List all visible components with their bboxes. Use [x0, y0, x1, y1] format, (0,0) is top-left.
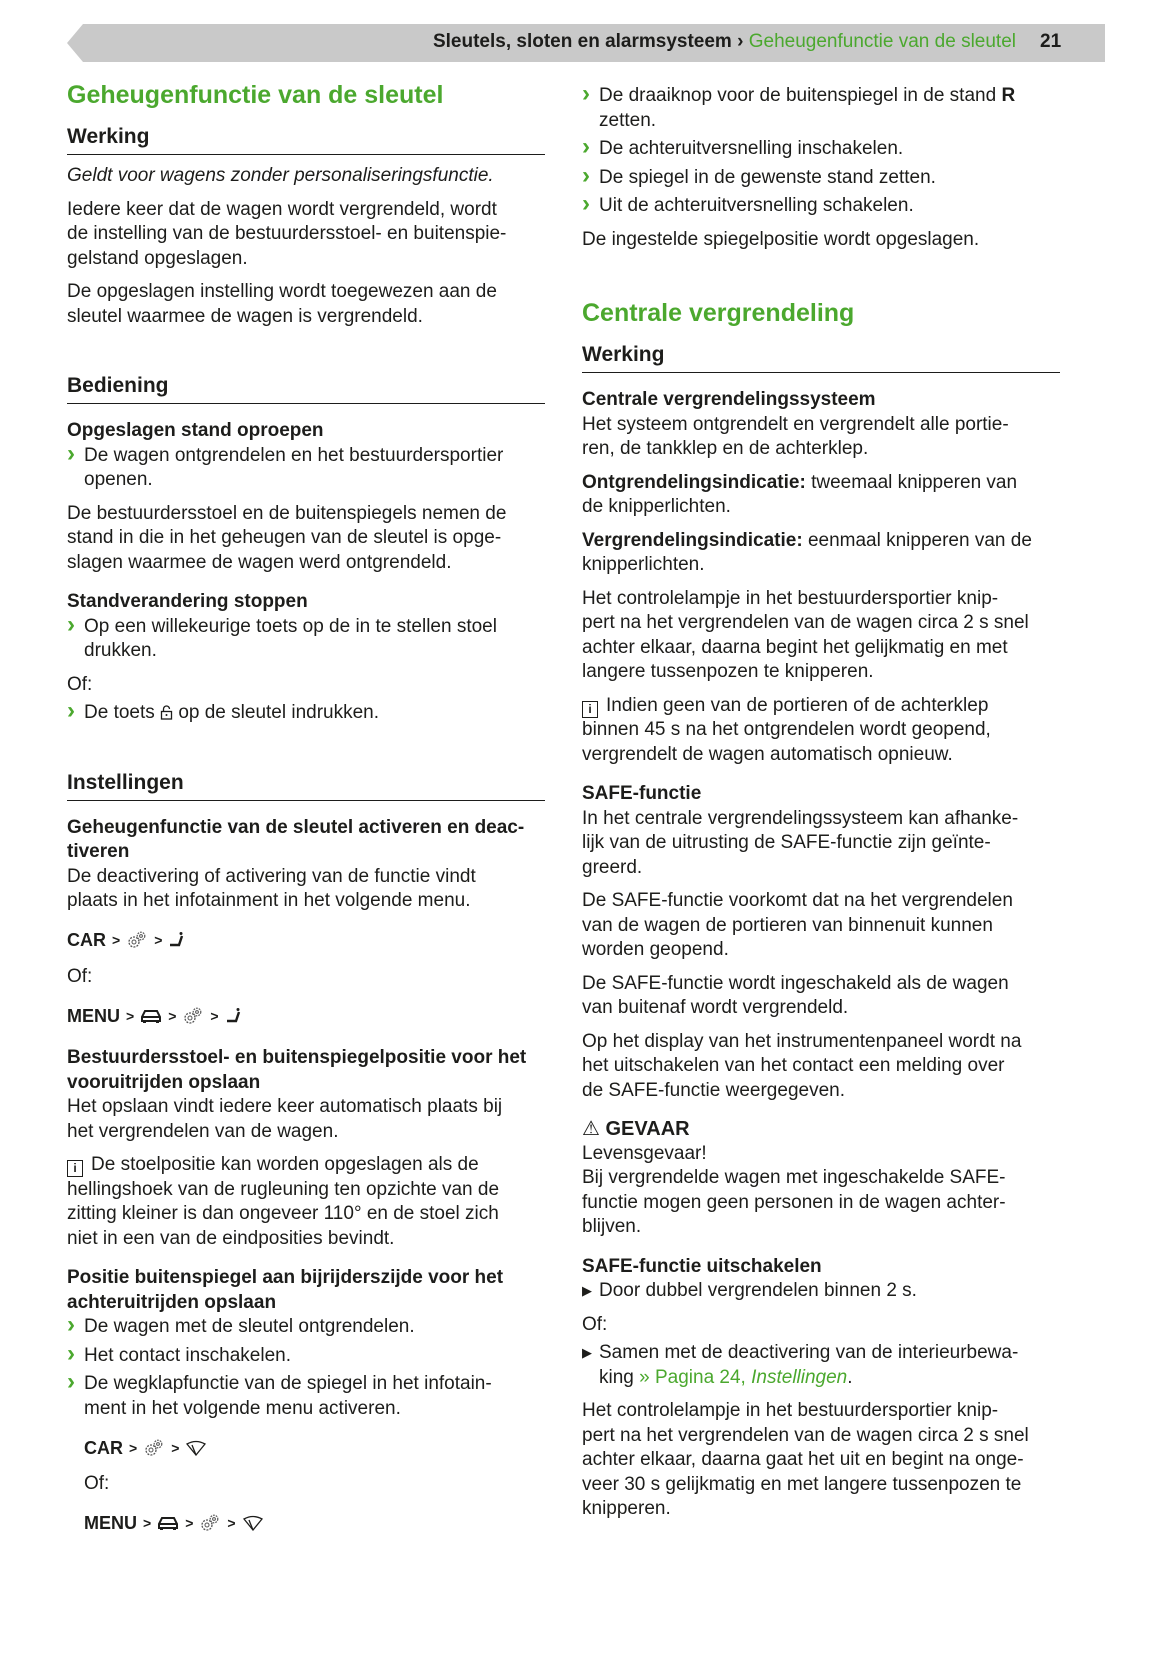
text-run: De ingestelde spiegelpositie wordt opgeslagen. [582, 228, 980, 250]
paragraph [582, 807, 1062, 881]
step-item [67, 444, 547, 493]
danger-label: GEVAAR [605, 1118, 690, 1140]
or-label: Of: [67, 965, 93, 987]
step-item [67, 1344, 547, 1369]
paragraph [582, 972, 1062, 1021]
action-item [582, 1279, 1062, 1304]
breadcrumb-section: Geheugenfunctie van de sleutel [748, 31, 1016, 52]
chevron-right-icon: > [112, 932, 121, 949]
car-icon [157, 1511, 179, 1536]
gear-icon [143, 1436, 165, 1461]
text-run: De opgeslagen instelling wordt toegewezen aan de sleutel waarmee de wagen is vergrendeld. [67, 281, 497, 327]
bold-term: Vergrendelingsindicatie: [582, 529, 803, 551]
text-run: De spiegel in de gewenste stand zetten. [599, 166, 936, 188]
bold-term: Ontgrendelingsindicatie: [582, 471, 806, 493]
subsection-heading: Werking [67, 124, 545, 155]
step-item [67, 615, 547, 664]
chevron-right-icon: > [210, 1007, 219, 1024]
chevron-right-icon: > [126, 1007, 135, 1024]
section-title: Geheugenfunctie van de sleutel [67, 81, 444, 109]
paragraph-heading: Bestuurdersstoel- en buitenspiegelpositie voor het vooruitrijden opslaan [67, 1047, 527, 1093]
chevron-right-icon: > [129, 1439, 138, 1456]
info-note [67, 1153, 547, 1251]
chevron-right-icon: > [168, 1007, 177, 1024]
paragraph-heading: Opgeslagen stand oproepen [67, 420, 324, 441]
text-run: Samen met de deactivering van de interieurbewa- king [599, 1342, 1019, 1388]
triangle-bullet-icon: ▶ [582, 1345, 592, 1360]
paragraph [582, 587, 1062, 685]
page-link[interactable] [639, 1367, 847, 1388]
applicability-note: Geldt voor wagens zonder personaliseringsfunctie. [67, 165, 494, 186]
step-item [582, 137, 1062, 162]
text-run: De wagen ontgrendelen en het bestuurdersportier openen. [84, 444, 504, 490]
paragraph [67, 502, 547, 576]
text-run: Uit de achteruitversnelling schakelen. [599, 195, 914, 216]
subsection-heading: Instellingen [67, 770, 545, 801]
paragraph [582, 1030, 1062, 1104]
danger-heading [582, 1117, 1062, 1142]
subsection-heading: Bediening [67, 373, 545, 404]
text-run: De wagen met de sleutel ontgrendelen. [84, 1316, 415, 1337]
lock-icon [160, 702, 173, 723]
subsection-heading: Werking [582, 342, 1060, 373]
text-run: De draaiknop voor de buitenspiegel in de stand [599, 85, 1002, 106]
chevron-right-icon: > [227, 1515, 236, 1532]
paragraph-heading: Positie buitenspiegel aan bijrijderszijde voor het achteruitrijden opslaan [67, 1267, 504, 1313]
step-item [67, 701, 547, 726]
text-run: Het systeem ontgrendelt en vergrendelt alle portie- ren, de tankklep en de achterklep. [582, 413, 1009, 459]
step-item [67, 1315, 547, 1340]
car-icon [140, 1004, 162, 1029]
info-icon: i [582, 701, 598, 718]
paragraph-heading: SAFE-functie [582, 783, 702, 804]
text-run: De wegklapfunctie van de spiegel in het infotain- ment in het volgende menu activeren. [84, 1373, 492, 1419]
chevron-right-icon: > [154, 932, 163, 949]
text-run: Op een willekeurige toets op de in te stellen stoel drukken. [84, 615, 497, 661]
paragraph [582, 529, 1062, 578]
step-item [67, 1372, 547, 1421]
breadcrumb-chapter[interactable]: Sleutels, sloten en alarmsysteem [432, 31, 732, 52]
paragraph-heading: SAFE-functie uitschakelen [582, 1255, 822, 1277]
step-item [582, 194, 1062, 219]
menu-path [67, 926, 547, 956]
text-run: Door dubbel vergrendelen binnen 2 s. [599, 1280, 917, 1301]
bold-term: R [1001, 85, 1016, 106]
menu-key: CAR [84, 1437, 123, 1458]
wiper-icon [242, 1511, 264, 1536]
menu-key: MENU [67, 1005, 120, 1026]
or-label: Of: [84, 1473, 110, 1494]
paragraph [67, 280, 547, 329]
note-text: Indien geen van de portieren of de achterklep binnen 45 s na het ontgrendelen wordt geopend, vergrendelt de wagen automatisch opnieuw. [582, 694, 991, 765]
paragraph [582, 889, 1062, 963]
text-run: De achteruitversnelling inschakelen. [599, 138, 904, 159]
or-label: Of: [67, 673, 93, 695]
or-label: Of: [582, 1313, 608, 1335]
paragraph [582, 1399, 1062, 1522]
step-item [582, 84, 1062, 133]
breadcrumb-separator: › [731, 31, 749, 52]
gear-icon [182, 1004, 204, 1029]
text-run: De SAFE-functie wordt ingeschakeld als de wagen van buitenaf wordt vergrendeld. [582, 972, 1009, 1018]
menu-key: MENU [84, 1513, 137, 1534]
left-column [67, 80, 547, 1539]
paragraph-heading: Centrale vergrendelingssysteem [582, 389, 876, 410]
text-run: De SAFE-functie voorkomt dat na het vergrendelen van de wagen de portieren van binnenuit kunnen worden geopend. [582, 890, 1013, 960]
text-run: tweemaal knipperen van de knipperlichten. [582, 471, 1018, 517]
triangle-bullet-icon: ▶ [582, 1283, 592, 1298]
text-run: . [847, 1366, 853, 1388]
text-run: eenmaal knipperen van de knipperlichten. [582, 529, 1032, 575]
seat-icon [168, 928, 184, 953]
text-run: op de sleutel indrukken. [173, 702, 380, 723]
wiper-icon [185, 1436, 207, 1461]
note-text: De stoelpositie kan worden opgeslagen als de hellingshoek van de rugleuning ten opzichte van de zitting kleiner is dan ongeveer 110° en de stoel zich niet in een van de eindposities bevindt. [67, 1154, 500, 1249]
text-run: Iedere keer dat de wagen wordt vergrendeld, wordt de instelling van de bestuurdersstoel- en buitenspie- gelstand opgeslagen. [67, 198, 507, 269]
section-title: Centrale vergrendeling [582, 299, 855, 327]
paragraph [67, 198, 547, 272]
text-run: In het centrale vergrendelingssysteem kan afhanke- lijk van de uitrusting de SAFE-functie zijn geïnte- greerd. [582, 807, 1019, 878]
info-note [582, 694, 1062, 768]
warning-triangle-icon: ⚠ [582, 1118, 606, 1140]
text-run: Het contact inschakelen. [84, 1344, 292, 1366]
info-icon: i [67, 1160, 83, 1177]
menu-key: CAR [67, 930, 106, 951]
text-run: De bestuurdersstoel en de buitenspiegels nemen de stand in die in het geheugen van de sleutel is opge- slagen waarmee de wagen werd ontgrendeld. [67, 502, 507, 573]
text-run: De toets [84, 702, 161, 723]
menu-path [67, 1433, 547, 1463]
paragraph [67, 1095, 547, 1144]
menu-path [67, 1509, 547, 1539]
text-run: zetten. [599, 109, 657, 131]
seat-icon [225, 1004, 241, 1029]
gear-icon [126, 928, 148, 953]
link-text: » Pagina 24, [639, 1366, 752, 1388]
chevron-right-icon: > [143, 1515, 152, 1532]
text-run: Levensgevaar! Bij vergrendelde wagen met ingeschakelde SAFE- functie mogen geen personen in de wagen achter- blijven. [582, 1142, 1006, 1237]
page-number: 21 [1040, 31, 1062, 52]
breadcrumb [433, 31, 1016, 53]
right-column [582, 80, 1062, 1522]
text-run: Op het display van het instrumentenpaneel wordt na het uitschakelen van het contact een melding over de SAFE-functie weergegeven. [582, 1030, 1022, 1101]
paragraph-heading: Geheugenfunctie van de sleutel activeren en deac- tiveren [67, 816, 525, 862]
paragraph [67, 865, 547, 914]
text-run: Het controlelampje in het bestuurdersportier knip- pert na het vergrendelen van de wagen circa 2 s snel achter elkaar, daarna gaat het uit en begint na onge- veer 30 s gelijkmatig en met langere tussenpozen te knipperen. [582, 1400, 1029, 1519]
chevron-right-icon: > [171, 1439, 180, 1456]
paragraph [582, 1142, 1062, 1240]
step-item [582, 166, 1062, 191]
text-run: De deactivering of activering van de functie vindt plaats in het infotainment in het volgende menu. [67, 865, 476, 911]
paragraph-heading: Standverandering stoppen [67, 591, 308, 612]
paragraph [582, 228, 1062, 253]
text-run: Het controlelampje in het bestuurdersportier knip- pert na het vergrendelen van de wagen circa 2 s snel achter elkaar, daarna begint het gelijkmatig en met langere tussenpozen te knipperen. [582, 587, 1029, 682]
link-title: Instellingen [751, 1366, 848, 1388]
text-run: Het opslaan vindt iedere keer automatisch plaats bij het vergrendelen van de wagen. [67, 1096, 503, 1142]
chevron-right-icon: > [185, 1515, 194, 1532]
paragraph [582, 471, 1062, 520]
gear-icon [199, 1511, 221, 1536]
action-item [582, 1341, 1062, 1390]
menu-path [67, 1001, 547, 1031]
paragraph [582, 413, 1062, 462]
